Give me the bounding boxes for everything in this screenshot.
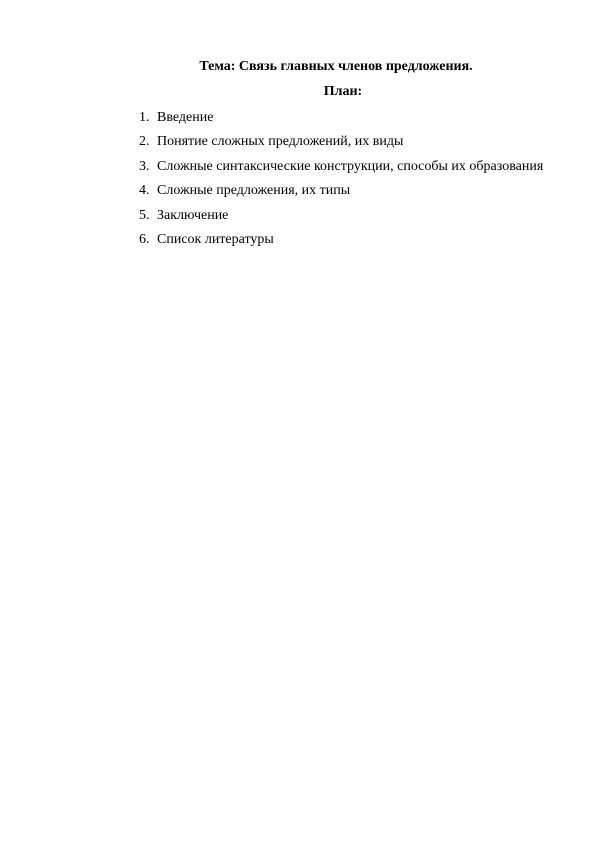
plan-list: [139, 106, 579, 252]
plan-heading: План:: [323, 84, 363, 99]
plan-item-3: [139, 155, 579, 179]
plan-item-2: [139, 130, 579, 154]
plan-item-text: Сложные синтаксические конструкции, способы их образования: [157, 158, 544, 174]
plan-item-number: 1.: [139, 110, 150, 125]
plan-item-number: 2.: [139, 134, 150, 150]
plan-item-number: 4.: [139, 183, 150, 199]
plan-item-4: [139, 179, 579, 203]
plan-item-text: Список литературы: [157, 232, 274, 248]
plan-item-6: [139, 228, 579, 252]
plan-item-text: Введение: [157, 110, 214, 125]
plan-item-5: [139, 204, 579, 228]
plan-item-number: 6.: [139, 232, 150, 248]
plan-item-text: Понятие сложных предложений, их виды: [157, 134, 404, 150]
plan-item-number: 3.: [139, 158, 150, 174]
plan-item-1: [139, 106, 579, 130]
plan-item-text: Заключение: [157, 207, 229, 223]
document-title: Тема: Связь главных членов предложения.: [199, 59, 473, 74]
plan-item-number: 5.: [139, 207, 150, 223]
plan-item-text: Сложные предложения, их типы: [157, 183, 351, 199]
